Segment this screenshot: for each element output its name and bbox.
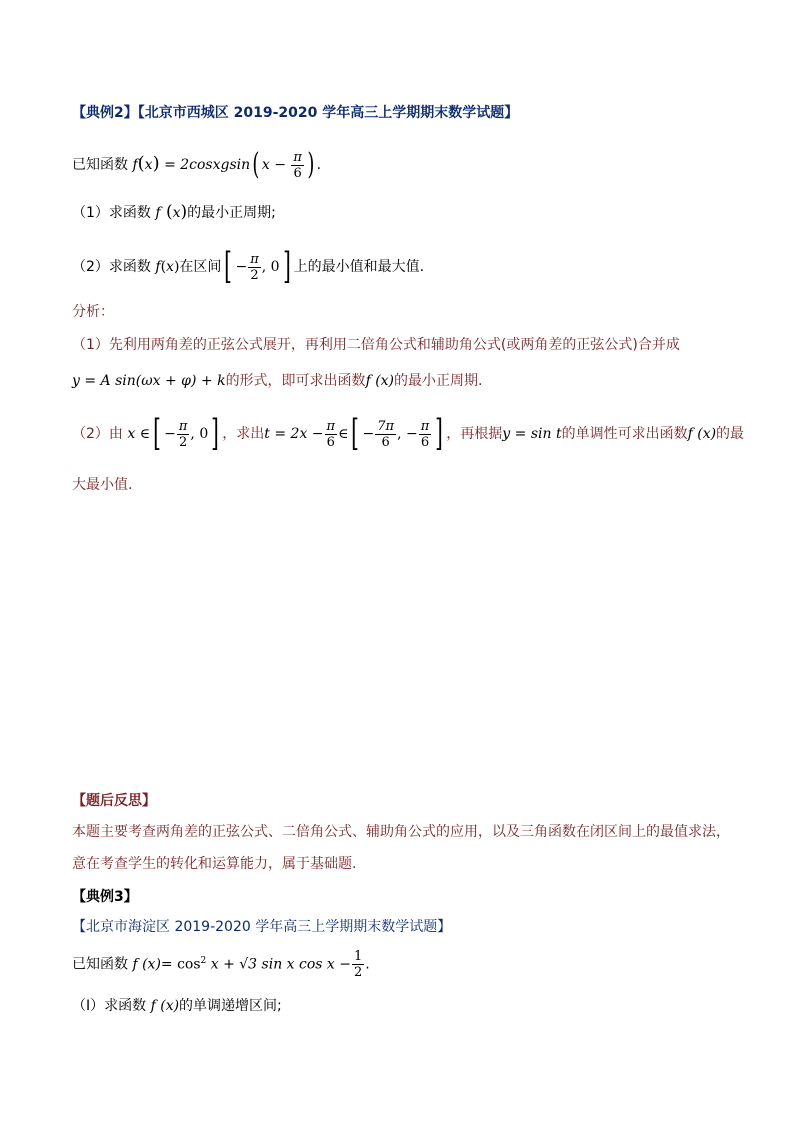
analysis-p2-mid1: ，求出 (222, 426, 265, 442)
ex3-q1-func: f (x) (150, 998, 180, 1014)
ex3-q1-label: （Ⅰ）求函数 (72, 998, 147, 1014)
reflection-title (72, 792, 156, 810)
frac-pi-6: $\frac{\pi}{6}$ (293, 149, 302, 181)
given-prefix: 已知函数 (72, 157, 128, 173)
example3-source-text: 【北京市海淀区 2019-2020 学年高三上学期期末数学试题】 (72, 919, 452, 935)
ex3-expr: = cos (160, 956, 201, 973)
analysis-p2-func: f (x) (687, 426, 717, 442)
example3-q1 (72, 997, 282, 1015)
ex3-func: f (x) (132, 956, 161, 973)
example2-given: 已知函数 f(x) = 2cosxgsin( x − $\frac{\pi}{6}$ ) . (72, 147, 322, 182)
analysis-p1-line1 (72, 336, 680, 354)
frac-pi-2: $\frac{\pi}{2}$ (250, 251, 259, 283)
given-period: . (316, 157, 322, 173)
example3-heading-text: 【典例3】 (72, 889, 138, 905)
analysis-p2-line1: （2）由 x ∈[ − $\frac{\pi}{2}$ , 0] ，求出t = 2x − $\frac{\pi}{6}$ ∈[ − $\frac{7\pi}{6}$ , − $\frac{\pi}{6}$ ] ，再根据y = sin t的单调性可求出函数f (x)的最 (72, 413, 745, 454)
example3-given (72, 943, 370, 979)
ex3-period: . (365, 956, 370, 973)
reflection-line1 (72, 823, 730, 841)
frac-1-2: $\frac{1}{2}$ (354, 949, 363, 981)
ex3-sq: 2 (200, 956, 207, 966)
analysis-p2-label: （2）由 (72, 426, 123, 442)
analysis-title-text: 分析： (72, 304, 114, 320)
given-expr: = 2cosx (164, 157, 221, 173)
analysis-p2-line2 (72, 476, 132, 494)
example2-heading-text: 【典例2】【北京市西城区 2019-2020 学年高三上学期期末数学试题】 (72, 105, 519, 121)
q2-mid: 在区间 (179, 259, 222, 275)
analysis-p2-mid3: 的单调性可求出函数 (561, 426, 688, 442)
reflection-line2 (72, 855, 356, 873)
frac-pi-2-b: $\frac{\pi}{2}$ (178, 418, 188, 450)
analysis-p2-xin: x ∈ (127, 426, 151, 442)
analysis-p1-func: f (x) (365, 373, 395, 389)
analysis-p1-end: 的最小正周期. (394, 373, 483, 389)
frac-pi-6-c: $\frac{\pi}{6}$ (420, 418, 430, 450)
given-inner: x − (261, 157, 286, 173)
reflection-line2-text: 意在考查学生的转化和运算能力，属于基础题. (72, 856, 357, 872)
analysis-title (72, 303, 114, 321)
q2-suffix: 上的最小值和最大值. (293, 259, 425, 275)
analysis-p2-line2-text: 大最小值. (72, 477, 133, 493)
func-f: f (132, 157, 138, 173)
reflection-line1-text: 本题主要考查两角差的正弦公式、二倍角公式、辅助角公式的应用，以及三角函数在闭区间上的最值求法， (72, 824, 730, 840)
analysis-p2-t: t = 2x − (264, 426, 324, 442)
example2-q2: （2）求函数 f(x)在区间[ − $\frac{\pi}{2}$ , 0] 上的最小值和最大值. (72, 246, 425, 287)
analysis-p1-line2 (72, 372, 482, 390)
func-var: x (144, 157, 153, 173)
q1-suffix: 的最小正周期; (187, 205, 276, 221)
ex3-q1-suffix: 的单调递增区间; (179, 998, 282, 1014)
analysis-p2-end: 的最 (716, 426, 745, 442)
frac-pi-6-b: $\frac{\pi}{6}$ (326, 418, 336, 450)
analysis-p2-mid2: ，再根据 (446, 426, 503, 442)
q1-label: （1）求函数 (72, 205, 151, 221)
analysis-p2-ysin: y = sin t (502, 426, 562, 442)
example3-heading (72, 888, 138, 906)
ex3-rest: x + √3 sin x cos x − (206, 956, 351, 973)
ex3-given-prefix: 已知函数 (72, 956, 128, 973)
reflection-title-text: 【题后反思】 (72, 793, 156, 809)
example2-heading (72, 104, 518, 122)
example3-source (72, 918, 451, 936)
given-mid: gsin (220, 157, 251, 173)
example2-q1: （1）求函数 f (x)的最小正周期; (72, 202, 276, 222)
analysis-p1-formula: y = A sin(ωx + φ) + k (72, 373, 226, 389)
analysis-p1-text: （1）先利用两角差的正弦公式展开，再利用二倍角公式和辅助角公式(或两角差的正弦公式)合并成 (72, 337, 680, 353)
frac-7pi-6: $\frac{7\pi}{6}$ (377, 418, 395, 450)
analysis-p1-suffix: 的形式，即可求出函数 (225, 373, 366, 389)
q2-label: （2）求函数 (72, 259, 151, 275)
